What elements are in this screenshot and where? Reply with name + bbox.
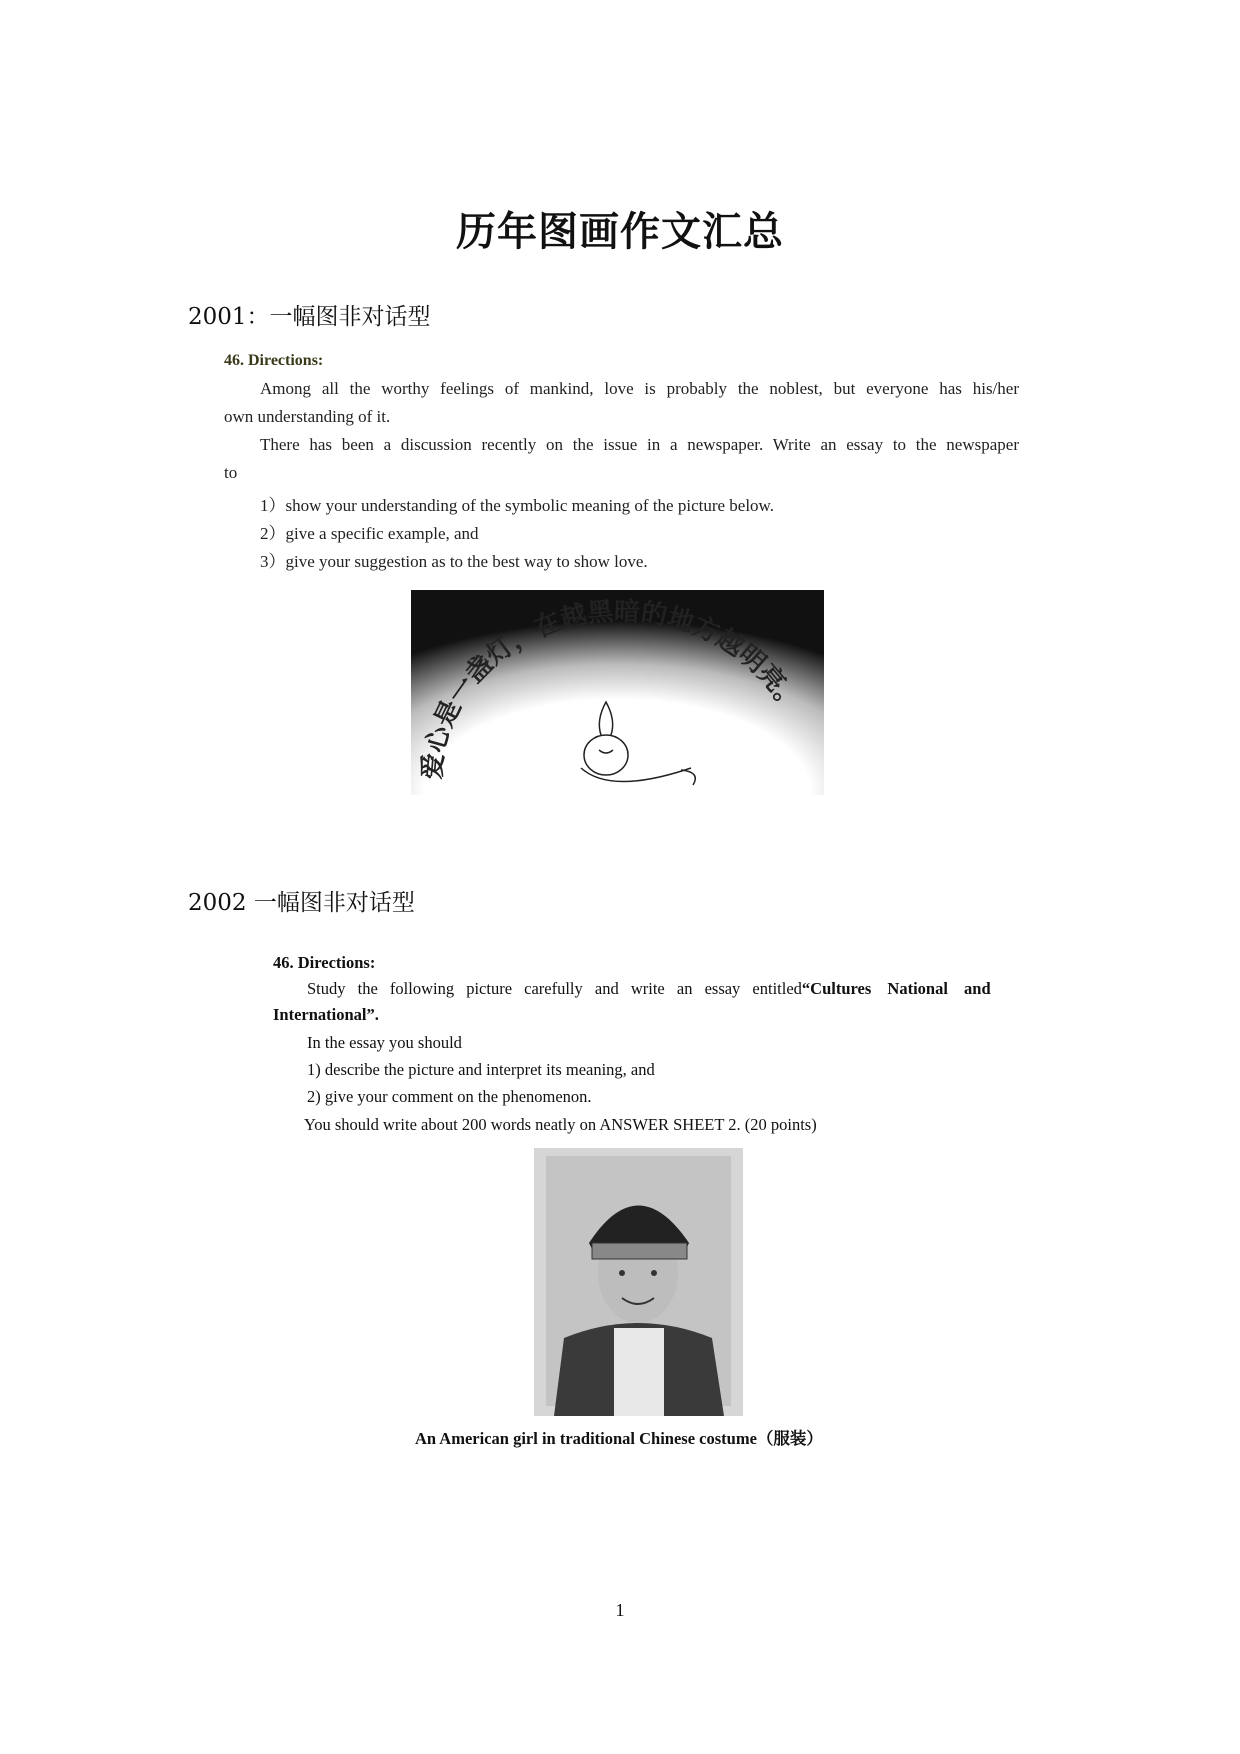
page-title: 历年图画作文汇总 (456, 209, 784, 255)
directions-label: 46. Directions: (224, 352, 324, 369)
essay-title-text: International”. (273, 1005, 379, 1024)
directions-text: Study the following picture carefully and write an essay entitled (307, 979, 802, 998)
page-number: 1 (615, 1600, 625, 1620)
list-item: 3）give your suggestion as to the best way to show love. (260, 552, 648, 571)
essay-title-text: “Cultures National and (801, 979, 991, 998)
directions-paragraph-line: to (224, 463, 238, 482)
list-item: 1) describe the picture and interpret its meaning, and (307, 1060, 655, 1079)
directions-paragraph-line (307, 979, 991, 999)
girl-in-costume-photo (534, 1148, 743, 1416)
section-heading-2001: 2001：一幅图非对话型 (188, 304, 431, 330)
list-item: 2) give your comment on the phenomenon. (307, 1087, 592, 1106)
directions-label: 46. Directions: (273, 953, 376, 972)
list-item: 2）give a specific example, and (260, 524, 479, 543)
list-item: 1）show your understanding of the symbolic meaning of the picture below. (260, 496, 774, 515)
directions-intro: In the essay you should (307, 1033, 462, 1052)
directions-paragraph-line: Among all the worthy feelings of mankind, love is probably the noblest, but everyone has his/her (260, 379, 1019, 398)
directions-note: You should write about 200 words neatly on ANSWER SHEET 2. (20 points) (304, 1115, 817, 1134)
section-heading-2002: 2002 一幅图非对话型 (188, 890, 415, 916)
directions-paragraph-line: own understanding of it. (224, 407, 391, 426)
photo-caption: An American girl in traditional Chinese costume（服装） (415, 1429, 823, 1448)
picture-lettering: 爱心是一盏灯，在越黑暗的地方越明亮。 (417, 596, 807, 781)
directions-paragraph-line: There has been a discussion recently on the issue in a newspaper. Write an essay to the newspaper (260, 435, 1019, 454)
love-lamp-illustration (411, 590, 824, 795)
